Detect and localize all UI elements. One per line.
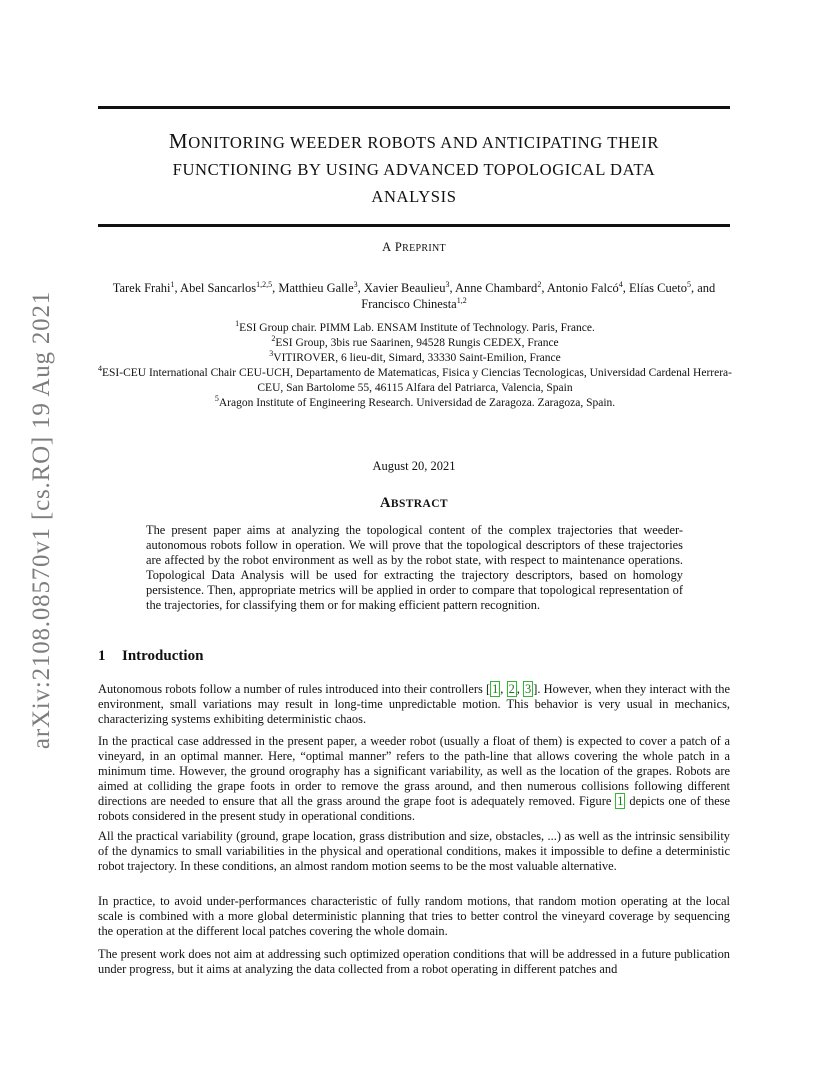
arxiv-stamp: arXiv:2108.08570v1 [cs.RO] 19 Aug 2021 (28, 290, 55, 750)
affiliation: $^4$ESI-CEU International Chair CEU-UCH, Departamento de Matematicas, Fisica y Ciencias Tecnologicas, Universidad Cardenal Herrera-CEU, San Bartolome 55, 46115 Alfara del Patriarca, Valencia, Spain (97, 363, 732, 394)
title-initial: M (168, 129, 189, 153)
author: Tarek Frahi$^1$ (112, 279, 175, 295)
paragraph: All the practical variability (ground, grape location, grass distribution and size, obstacles, ...) as well as the intrinsic sensibility of the dynamics to small variabilities in the physical and operational conditions, makes it impossible to define a deterministic robot trajectory. In these conditions, an almost random motion seems to be the most valuable alternative. (98, 829, 730, 874)
affiliation-list (95, 321, 735, 410)
author-list: Tarek Frahi$^1$, Abel Sancarlos$^{1,2,5}$, Matthieu Galle$^3$, Xavier Beaulieu$^3$, Anne Chambard$^2$, Antonio Falcó$^4$, Elías Cueto$^5$, and Francisco Chinesta$^{1,2}$ (112, 279, 716, 311)
paragraph: In practice, to avoid under-performances characteristic of fully random motions, that random motion operating at the local scale is combined with a more global deterministic planning that tries to better control the vineyard coverage by sequencing the operation at the different local patches covering the whole domain. (98, 894, 730, 939)
affiliation: $^2$ESI Group, 3bis rue Saarinen, 94528 Rungis CEDEX, France (271, 334, 559, 349)
section-title: Introduction (122, 648, 204, 664)
citation-link[interactable]: 2 (508, 682, 515, 696)
abstract-heading: ABSTRACT (380, 495, 448, 511)
title-line-1 (98, 128, 730, 156)
affiliation: $^1$ESI Group chair. PIMM Lab. ENSAM Institute of Technology. Paris, France. (235, 319, 595, 334)
paragraph: In the practical case addressed in the present paper, a weeder robot (usually a float of them) is expected to cover a patch of a vineyard, in an optimal manner. Here, “optimal manner” refers to the path-line that allows covering the whole patch in a minimum time. However, the ground orography has a significant variability, as well as the location of the grapes. Robots are aimed at colliding the grape foots in order to remove the grass around, and then numerous collisions following different directions are needed to ensure that all the grass around the grape foot is adequately removed. Figure 1 depicts one of these robots considered in the present study in operational conditions. (98, 734, 730, 824)
section-heading (98, 648, 203, 665)
figure-link[interactable]: 1 (617, 794, 624, 809)
title-top-rule (98, 106, 730, 109)
preprint-a: A (382, 240, 392, 254)
author: Francisco Chinesta$^{1,2}$ (361, 295, 467, 311)
author: Antonio Falcó$^4$ (546, 279, 623, 295)
title-line-1-rest: ONITORING WEEDER ROBOTS AND ANTICIPATING THEIR (188, 133, 660, 152)
affiliation: $^5$Aragon Institute of Engineering Research. Universidad de Zaragoza. Zaragoza, Spain. (214, 393, 616, 409)
author: Xavier Beaulieu$^3$ (363, 279, 450, 295)
citation-link[interactable]: 1 (492, 682, 499, 696)
author: Elías Cueto$^5$ (629, 279, 691, 295)
title-line-3: ANALYSIS (371, 187, 457, 206)
paragraph: The present work does not aim at addressing such optimized operation conditions that will be addressed in a future publication under progress, but it aims at analyzing the data collected from a robot operating in different patches and (98, 947, 730, 977)
preprint-p: P (394, 240, 403, 254)
preprint-rest: REPRINT (402, 243, 446, 254)
author: Matthieu Galle$^3$ (278, 279, 358, 295)
paragraph: Autonomous robots follow a number of rules introduced into their controllers [ 1 , 2 , 3 ]. However, when they interact with the environment, small variations may result in long-time unpredictable motion. This behavior is very usual in mechanics, characterizing systems exhibiting deterministic chaos. (98, 682, 731, 727)
citation-link[interactable]: 3 (525, 682, 532, 696)
preprint-label (98, 240, 730, 255)
section-number: 1 (98, 648, 106, 664)
abstract-text: The present paper aims at analyzing the topological content of the complex trajectories that weeder-autonomous robots follow in operation. We will prove that the topological descriptors of these trajectories are affected by the robot environment as well as by the robot state, with respect to maintenance operations. Topological Data Analysis will be used for extracting the trajectory descriptors, based on homology persistence. Then, appropriate metrics will be applied in order to compare that topological representation of the trajectories, for classifying them or for making efficient pattern recognition. (146, 523, 683, 613)
title-bottom-rule (98, 224, 730, 227)
affiliation: $^3$VITIROVER, 6 lieu-dit, Simard, 33330 Saint-Emilion, France (269, 348, 561, 364)
title-line-2: FUNCTIONING BY USING ADVANCED TOPOLOGICAL DATA (172, 160, 656, 179)
author: Abel Sancarlos$^{1,2,5}$ (180, 279, 273, 295)
author: Anne Chambard$^2$ (455, 279, 542, 295)
paper-date: August 20, 2021 (372, 459, 456, 473)
paper-title (98, 128, 730, 210)
